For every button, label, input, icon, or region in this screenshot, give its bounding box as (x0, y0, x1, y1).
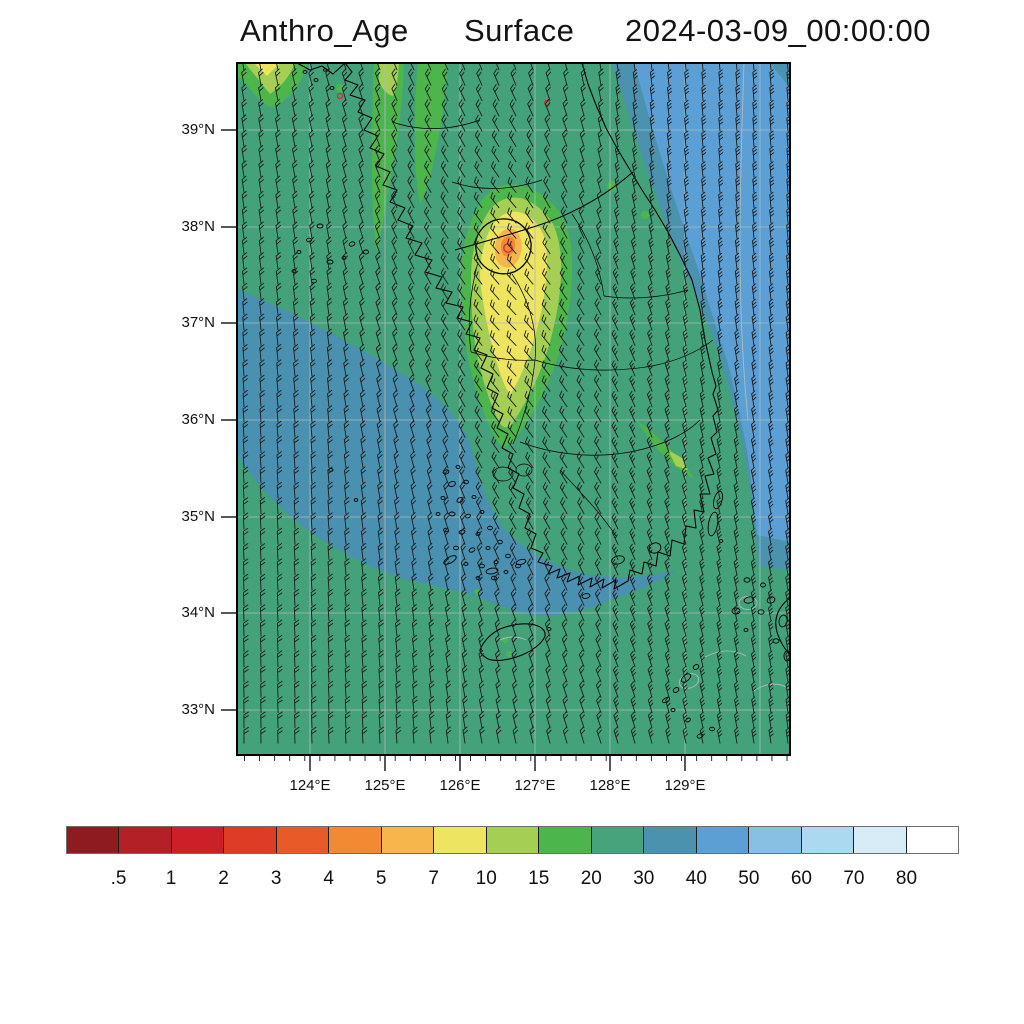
colorbar-cell (749, 827, 801, 853)
colorbar-tick-label: 2 (218, 868, 229, 889)
colorbar-tick-label: 10 (475, 868, 497, 889)
colorbar-tick-label: 1 (165, 868, 177, 889)
contour-dot (641, 211, 649, 219)
colorbar-tick-label: 70 (843, 868, 865, 889)
colorbar-cell (277, 827, 329, 853)
colorbar-tick-label: 15 (528, 868, 550, 889)
contour-dot (506, 651, 512, 657)
colorbar-cell (67, 827, 119, 853)
colorbar-tick-label: 30 (633, 868, 655, 889)
title-level: Surface (464, 13, 575, 48)
colorbar-cell (329, 827, 381, 853)
colorbar-tick-label: 5 (375, 868, 387, 889)
lon-tick-label: 128°E (589, 777, 631, 794)
lat-tick-label: 34°N (181, 604, 215, 621)
lon-tick-label: 125°E (364, 777, 406, 794)
lat-tick-label: 36°N (181, 411, 215, 428)
colorbar-cell (382, 827, 434, 853)
colorbar-tick-label: 40 (685, 868, 707, 889)
colorbar-cell (539, 827, 591, 853)
lat-tick-label: 38°N (181, 218, 215, 235)
colorbar-tick-label: 20 (580, 868, 602, 889)
colorbar-tick-label: 60 (790, 868, 812, 889)
colorbar-tick-label: 3 (270, 868, 282, 889)
colorbar-cell (172, 827, 224, 853)
colorbar (66, 826, 959, 854)
lat-tick-label: 33°N (181, 701, 215, 718)
colorbar-cell (644, 827, 696, 853)
colorbar-tick-label: 80 (895, 868, 918, 889)
lon-tick-label: 124°E (289, 777, 331, 794)
colorbar-tick-label: 4 (323, 868, 334, 889)
lat-tick-label: 39°N (181, 121, 215, 138)
colorbar-cell (487, 827, 539, 853)
lon-tick-label: 127°E (514, 777, 556, 794)
lon-tick-label: 129°E (664, 777, 706, 794)
colorbar-cell (224, 827, 276, 853)
colorbar-cell (854, 827, 906, 853)
colorbar-cell (907, 827, 958, 853)
title-variable: Anthro_Age (240, 13, 409, 48)
map-canvas (237, 54, 792, 755)
colorbar-cell (592, 827, 644, 853)
colorbar-cell (434, 827, 486, 853)
colorbar-cell (802, 827, 854, 853)
colorbar-tick-label: 7 (428, 868, 439, 889)
colorbar-cell (119, 827, 171, 853)
colorbar-cell (697, 827, 749, 853)
lat-tick-label: 35°N (181, 508, 215, 525)
colorbar-tick-label: 50 (738, 868, 760, 889)
colorbar-tick-label: .5 (110, 868, 127, 889)
lon-tick-label: 126°E (439, 777, 481, 794)
title-time: 2024-03-09_00:00:00 (625, 13, 931, 48)
lat-tick-label: 37°N (181, 314, 215, 331)
